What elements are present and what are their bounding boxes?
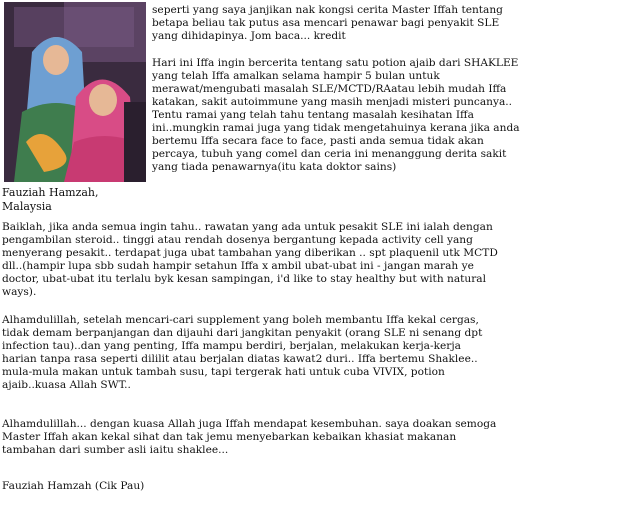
paragraph-2-line: dll..(hampir lupa sbb sudah hampir setahun Iffa x ambil ubat-ubat ini - jangan marah ye: [2, 260, 474, 272]
paragraph-3-line: mula-mula makan untuk tambah susu, tapi tergerak hati untuk cuba VIVIX, potion: [2, 366, 445, 378]
intro-line: betapa beliau tak putus asa mencari penawar bagi penyakit SLE: [152, 17, 500, 29]
paragraph-2-line: ways).: [2, 286, 37, 298]
signature: Fauziah Hamzah (Cik Pau): [2, 480, 145, 492]
story-line: Hari ini Iffa ingin bercerita tentang satu potion ajaib dari SHAKLEE: [152, 57, 519, 69]
paragraph-2-line: menyerang pesakit.. terdapat juga ubat tambahan yang diberikan .. spt plaquenil utk MCTD: [2, 247, 498, 259]
story-line: ini..mungkin ramai juga yang tidak mengetahuinya kerana jika anda: [152, 122, 520, 134]
story-line: katakan, sakit autoimmune yang masih menjadi misteri puncanya..: [152, 96, 512, 108]
story-line: yang telah Iffa amalkan selama hampir 5 bulan untuk: [152, 70, 440, 82]
story-line: merawat/mengubati masalah SLE/MCTD/RAatau lebih mudah Iffa: [152, 83, 507, 95]
caption-country: Malaysia: [2, 200, 52, 213]
caption-name: Fauziah Hamzah,: [2, 186, 99, 199]
intro-line: seperti yang saya janjikan nak kongsi cerita Master Iffah tentang: [152, 4, 503, 16]
paragraph-3-line: infection tau)..dan yang penting, Iffa mampu berdiri, berjalan, melakukan kerja-kerja: [2, 340, 461, 352]
paragraph-4-line: Master Iffah akan kekal sihat dan tak jemu menyebarkan kebaikan khasiat makanan: [2, 431, 457, 443]
photo-caption: [2, 186, 99, 214]
story-line: bertemu Iffa secara face to face, pasti anda semua tidak akan: [152, 135, 484, 147]
story-line: percaya, tubuh yang comel dan ceria ini menanggung derita sakit: [152, 148, 507, 160]
paragraph-3-line: tidak demam berpanjangan dan dijauhi dari jangkitan penyakit (orang SLE ni senang dpt: [2, 327, 483, 339]
paragraph-4-line: Alhamdulillah... dengan kuasa Allah juga Iffah mendapat kesembuhan. saya doakan semoga: [2, 418, 497, 430]
paragraph-2-line: pengambilan steroid.. tinggi atau rendah dosenya bergantung kepada activity cell yang: [2, 234, 473, 246]
intro-line: yang dihidapinya. Jom baca... kredit: [152, 30, 346, 42]
portrait-illustration: [4, 2, 146, 182]
story-line: Tentu ramai yang telah tahu tentang masalah kesihatan Iffa: [152, 109, 474, 121]
paragraph-3-line: harian tanpa rasa seperti dililit atau berjalan diatas kawat2 duri.. Iffa bertemu Shaklee..: [2, 353, 478, 365]
story-line: yang tiada penawarnya(itu kata doktor sains): [152, 161, 397, 173]
paragraph-2-line: doctor, ubat-ubat itu terlalu byk kesan sampingan, i'd like to stay healthy but with natural: [2, 273, 486, 285]
portrait-photo: [4, 2, 146, 182]
paragraph-3-line: ajaib..kuasa Allah SWT..: [2, 379, 131, 391]
paragraph-2-line: Baiklah, jika anda semua ingin tahu.. rawatan yang ada untuk pesakit SLE ini ialah dengan: [2, 221, 493, 233]
paragraph-3-line: Alhamdulillah, setelah mencari-cari supplement yang boleh membantu Iffa kekal cergas,: [2, 314, 479, 326]
paragraph-4-line: tambahan dari sumber asli iaitu shaklee...: [2, 444, 229, 456]
